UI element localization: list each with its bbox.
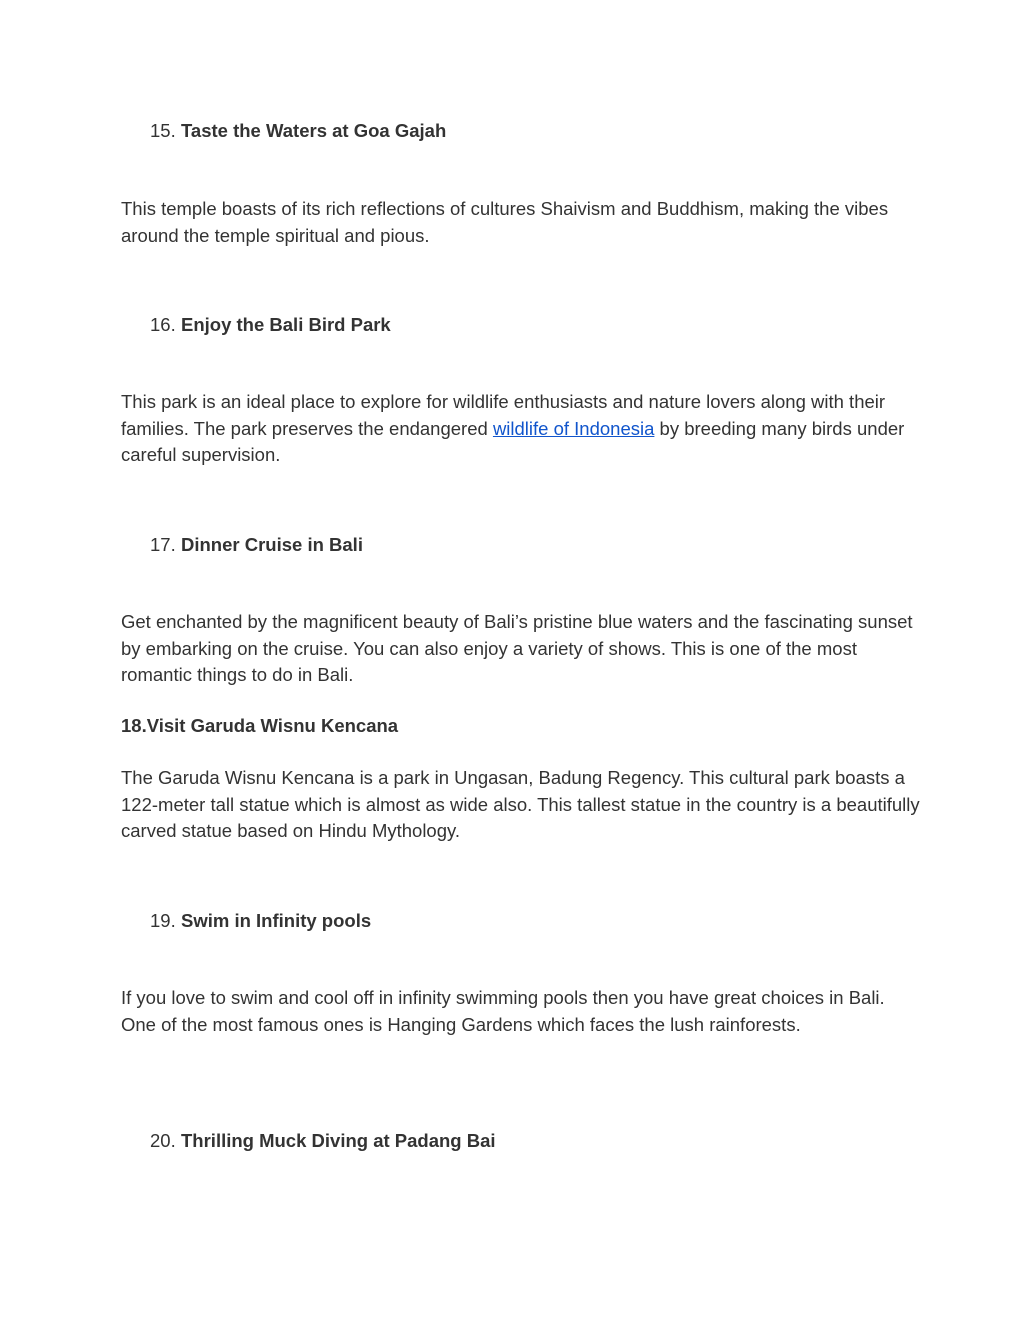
heading-title: Enjoy the Bali Bird Park [181, 314, 391, 335]
heading-17 [150, 534, 363, 556]
paragraph-16 [121, 389, 921, 469]
heading-20 [150, 1130, 496, 1152]
heading-number: 18. [121, 715, 147, 736]
heading-number: 19. [150, 910, 176, 931]
paragraph-18: The Garuda Wisnu Kencana is a park in Ungasan, Badung Regency. This cultural park boasts a 122-meter tall statue which is almost as wide also. This tallest statue in the country is a beautifully carved statue based on Hindu Mythology. [121, 767, 920, 841]
heading-title: Thrilling Muck Diving at Padang Bai [181, 1130, 496, 1151]
heading-title: Dinner Cruise in Bali [181, 534, 363, 555]
heading-16 [150, 314, 391, 336]
heading-title: Visit Garuda Wisnu Kencana [146, 715, 399, 736]
heading-number: 20. [150, 1130, 176, 1151]
heading-title: Swim in Infinity pools [181, 910, 372, 931]
paragraph-17: Get enchanted by the magnificent beauty of Bali’s pristine blue waters and the fascinating sunset by embarking on the cruise. You can also enjoy a variety of shows. This is one of the most romantic things to do in Bali. [121, 611, 913, 685]
heading-number: 17. [150, 534, 176, 555]
heading-18 [121, 715, 398, 737]
wildlife-of-indonesia-link[interactable]: wildlife of Indonesia [492, 417, 655, 439]
paragraph-text: This park is an ideal place to explore for wildlife enthusiasts and nature lovers along with their families. The park preserves the endangered [121, 391, 886, 439]
heading-title: Taste the Waters at Goa Gajah [181, 120, 447, 141]
paragraph-15: This temple boasts of its rich reflections of cultures Shaivism and Buddhism, making the vibes around the temple spiritual and pious. [121, 198, 889, 246]
heading-15 [150, 120, 446, 142]
heading-number: 16. [150, 314, 176, 335]
heading-number: 15. [150, 120, 176, 141]
paragraph-text: by breeding many birds under careful supervision. [121, 417, 905, 465]
heading-19 [150, 910, 371, 932]
paragraph-19: If you love to swim and cool off in infinity swimming pools then you have great choices in Bali. One of the most famous ones is Hanging Gardens which faces the lush rainforests. [121, 987, 885, 1035]
